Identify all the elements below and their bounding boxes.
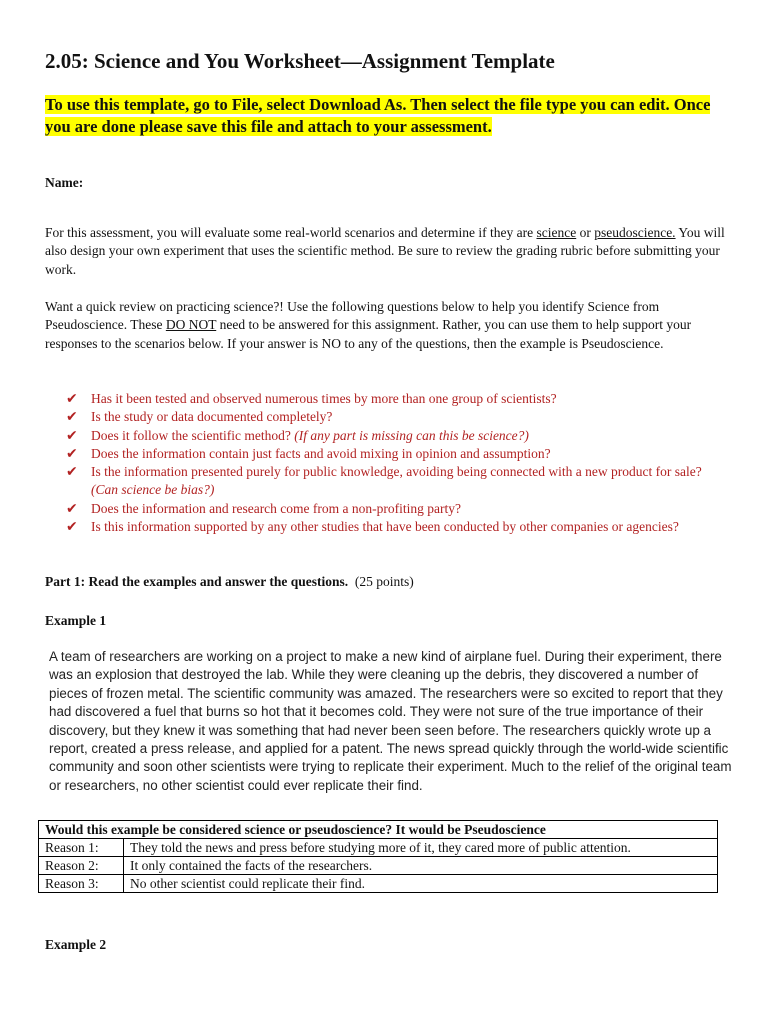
example2-label: Example 2: [45, 937, 107, 952]
reason-answer-cell[interactable]: No other scientist could replicate their find.: [124, 875, 718, 893]
table-row: [39, 875, 718, 893]
checklist-item-text: Is the information presented purely for public knowledge, avoiding being connected with a new product for sale?: [91, 464, 702, 480]
page-title: 2.05: Science and You Worksheet—Assignment Template: [45, 49, 555, 73]
checkmark-icon: ✔: [66, 391, 78, 407]
review-text-1: Want a quick review on practicing science?! Use the following questions below to help you identify Science from Pseudoscience. These: [45, 299, 660, 333]
science-link[interactable]: science: [536, 225, 577, 240]
checklist-item: [66, 445, 726, 463]
table-question[interactable]: Would this example be considered science or pseudoscience? It would be Pseudoscience: [39, 821, 718, 839]
reason-answer-cell[interactable]: It only contained the facts of the researchers.: [124, 857, 718, 875]
intro-paragraph: [45, 224, 725, 279]
checkmark-icon: ✔: [66, 427, 78, 444]
part1-points: (25 points): [354, 574, 414, 589]
intro-text-1: For this assessment, you will evaluate some real-world scenarios and determine if they are: [45, 225, 537, 240]
checklist-item-italic: (If any part is missing can this be science?): [294, 427, 529, 443]
checklist-item-text: Is the study or data documented completely?: [91, 409, 333, 425]
checkmark-icon: ✔: [66, 519, 78, 536]
checklist-item: [66, 390, 726, 408]
reason-label: Reason 2:: [39, 857, 124, 875]
do-not-emphasis: DO NOT: [165, 317, 217, 333]
highlighted-instructions: To use this template, go to File, select Download As. Then select the file type you can edit. Once you are done please save this file and attach to your assessment.: [45, 95, 711, 136]
table-row: [39, 839, 718, 857]
part1-title: Part 1: Read the examples and answer the questions.: [45, 574, 349, 589]
pseudoscience-link[interactable]: pseudoscience.: [594, 225, 676, 240]
reason-label: Reason 1:: [39, 839, 124, 857]
checklist-item: [66, 500, 726, 518]
science-checklist: [66, 390, 726, 536]
checkmark-icon: ✔: [66, 500, 78, 517]
checkmark-icon: ✔: [66, 464, 78, 481]
example1-answer-table: [38, 820, 718, 893]
example1-label: Example 1: [45, 613, 107, 628]
review-paragraph: [45, 298, 725, 353]
table-row: [39, 857, 718, 875]
checkmark-icon: ✔: [66, 445, 78, 462]
checklist-item-text: Has it been tested and observed numerous times by more than one group of scientists?: [91, 391, 557, 406]
reason-label: Reason 3:: [39, 875, 124, 893]
checklist-item-text: Does it follow the scientific method?: [91, 427, 295, 443]
example1-text: A team of researchers are working on a project to make a new kind of airplane fuel. During their experiment, there was an explosion that destroyed the lab. While they were cleaning up the debris, they discovered a number of pieces of frozen metal. The scientific community was amazed. The researchers were so excited to report that they had discovered a fuel that burns so hot that it becomes cold. They were not sure of the true importance of their discovery, but they knew it was something that had never been seen before. The researchers quickly wrote up a report, created a press release, and applied for a patent. The news spread quickly through the world-wide scientific community and soon other scientists were trying to replicate their experiment. Much to the relief of the original team or researchers, no other scientist could ever replicate their find.: [49, 649, 732, 793]
checklist-item-text: Does the information contain just facts and avoid mixing in opinion and assumption?: [91, 445, 551, 461]
reason-answer-cell[interactable]: They told the news and press before studying more of it, they cared more of public attention.: [124, 839, 718, 857]
checklist-item-italic: (Can science be bias?): [91, 482, 215, 498]
checklist-item: [66, 427, 726, 445]
name-label: Name:: [45, 175, 84, 190]
review-text-2: need to be answered for this assignment. Rather, you can use them to help support your responses to the scenarios below. If your answer is NO to any of the questions, then the example is Pseudoscience.: [45, 317, 692, 351]
checkmark-icon: ✔: [66, 409, 78, 426]
checklist-item-text: Does the information and research come from a non-profiting party?: [91, 500, 461, 516]
intro-text-2: or: [576, 225, 595, 240]
checklist-item-text: Is this information supported by any other studies that have been conducted by other companies or agencies?: [91, 519, 679, 535]
table-header-row: [39, 821, 718, 839]
intro-text-3: You will also design your own experiment that uses the scientific method. Be sure to review the grading rubric before submitting your work.: [45, 225, 725, 277]
checklist-item: [66, 463, 726, 500]
part1-heading: [45, 574, 414, 590]
checklist-item: [66, 408, 726, 426]
template-instructions: [45, 94, 735, 138]
checklist-item: [66, 518, 726, 536]
